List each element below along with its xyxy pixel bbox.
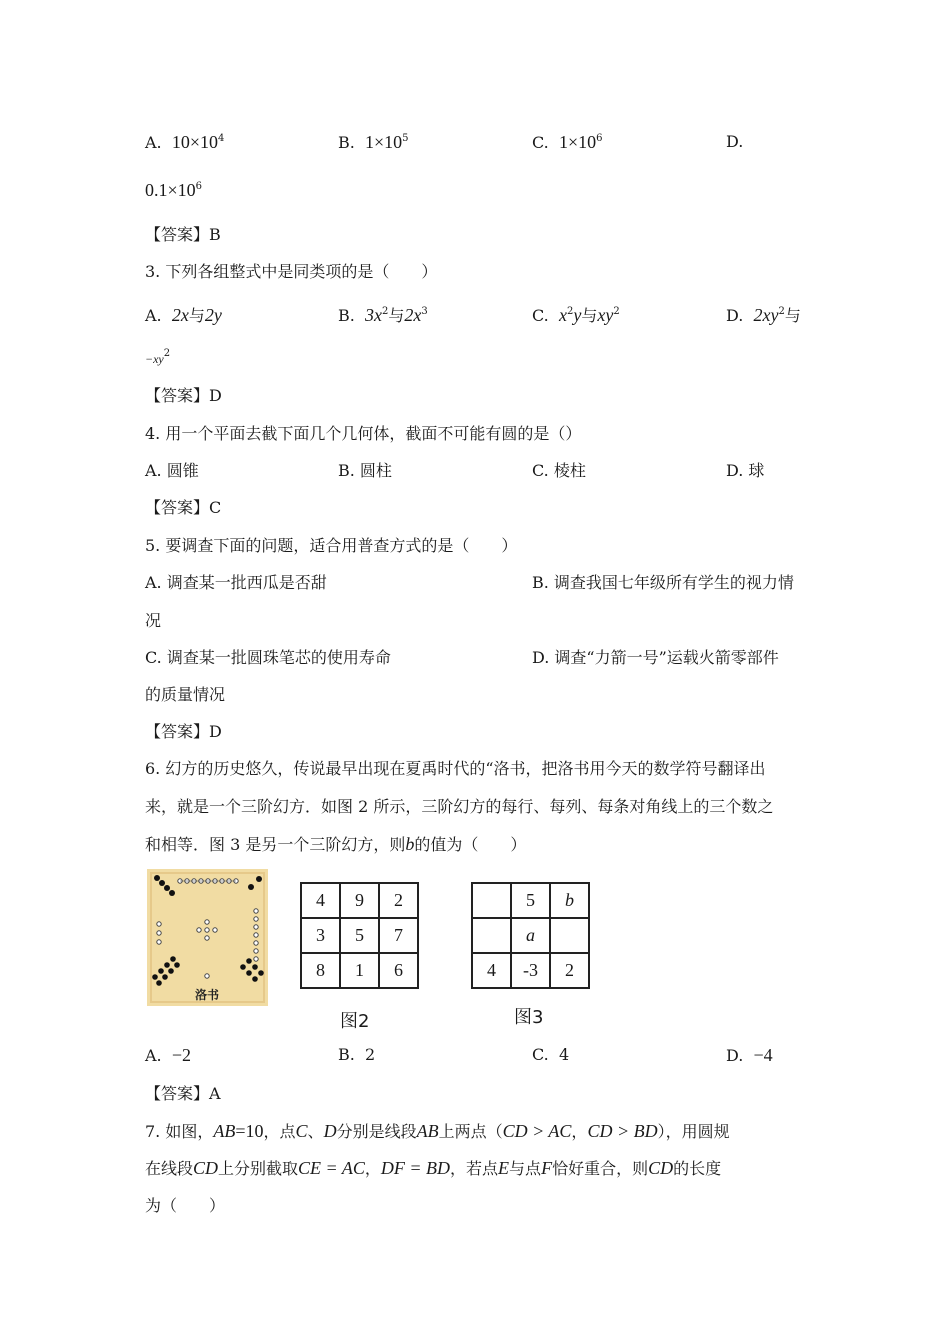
- q4-stem: 4. 用一个平面去截下面几个几何体，截面不可能有圆的是（）: [145, 424, 582, 443]
- q4-option-b: B. 圆柱: [338, 461, 392, 480]
- q5-option-b: B. 调查我国七年级所有学生的视力情: [532, 573, 794, 592]
- q6-stem-line1: 6. 幻方的历史悠久，传说最早出现在夏禹时代的“洛书，把洛书用今天的数学符号翻译出: [145, 759, 766, 778]
- q5-option-d-cont: 的质量情况: [145, 685, 226, 704]
- q6-answer: 【答案】A: [145, 1084, 221, 1103]
- luoshu-label: 洛书: [194, 988, 220, 1002]
- q6-option-a: A. −2: [145, 1045, 191, 1065]
- q5-option-c: C. 调查某一批圆珠笔芯的使用寿命: [145, 648, 391, 667]
- q3-stem: 3. 下列各组整式中是同类项的是（ ）: [145, 262, 438, 281]
- q6-option-b: B. 2: [338, 1045, 376, 1064]
- q7-stem-line1: 7. 如图，AB=10，点C、D分别是线段AB上两点（CD > AC，CD > BD），用圆规: [145, 1121, 730, 1141]
- q3-option-d: D. $2xy^2$与: [726, 305, 801, 325]
- q5-answer: 【答案】D: [145, 722, 222, 741]
- q4-answer: 【答案】C: [145, 498, 222, 517]
- q4-option-c: C. 棱柱: [532, 461, 586, 480]
- luoshu-image: [147, 869, 268, 1006]
- q6-stem-line2: 来，就是一个三阶幻方．如图 2 所示，三阶幻方的每行、每列、每条对角线上的三个数之: [145, 797, 774, 816]
- q5-stem: 5. 要调查下面的问题，适合用普查方式的是（ ）: [145, 536, 518, 555]
- q4-option-d: D. 球: [726, 461, 765, 480]
- q5-option-b-cont: 况: [145, 611, 162, 630]
- figure-2-grid: 4 9 2 3 5 7 8 1 6: [300, 882, 419, 989]
- q2-option-a: A. $10\times 10^4$: [145, 132, 225, 152]
- q3-option-c: C. $x^2y$与$xy^2$: [532, 305, 620, 325]
- figure-3-caption: 图3: [514, 1007, 544, 1028]
- q5-option-a: A. 调查某一批西瓜是否甜: [145, 573, 327, 592]
- q2-option-c: C. $1\times 10^6$: [532, 132, 603, 152]
- q6-option-c: C. 4: [532, 1045, 570, 1064]
- q2-answer: 【答案】B: [145, 225, 221, 244]
- q7-stem-line2: 在线段CD上分别截取CE = AC，DF = BD，若点E与点F恰好重合，则CD的长度: [145, 1158, 722, 1178]
- q3-option-b: B. $3x^2$与$2x^3$: [338, 305, 428, 325]
- figure-2-caption: 图2: [340, 1011, 370, 1032]
- q2-option-d-letter: D.: [726, 132, 744, 151]
- q7-stem-line3: 为（ ）: [145, 1196, 226, 1215]
- q4-option-a: A. 圆锥: [145, 461, 199, 480]
- q3-answer: 【答案】D: [145, 386, 222, 405]
- q6-stem-line3: 和相等．图 3 是另一个三阶幻方，则b的值为（ ）: [145, 834, 527, 854]
- q6-option-d: D. −4: [726, 1045, 773, 1065]
- q3-option-d-cont: $-xy^2$: [145, 348, 171, 366]
- figure-3-grid: 5 b a 4 -3 2: [471, 882, 590, 989]
- q2-option-d-value: $0.1\times 10^6$: [145, 180, 203, 200]
- q2-option-b: B. $1\times 10^5$: [338, 132, 409, 152]
- q3-option-a: A. 2x与2y: [145, 305, 222, 325]
- q5-option-d: D. 调查“力箭一号”运载火箭零部件: [532, 648, 779, 667]
